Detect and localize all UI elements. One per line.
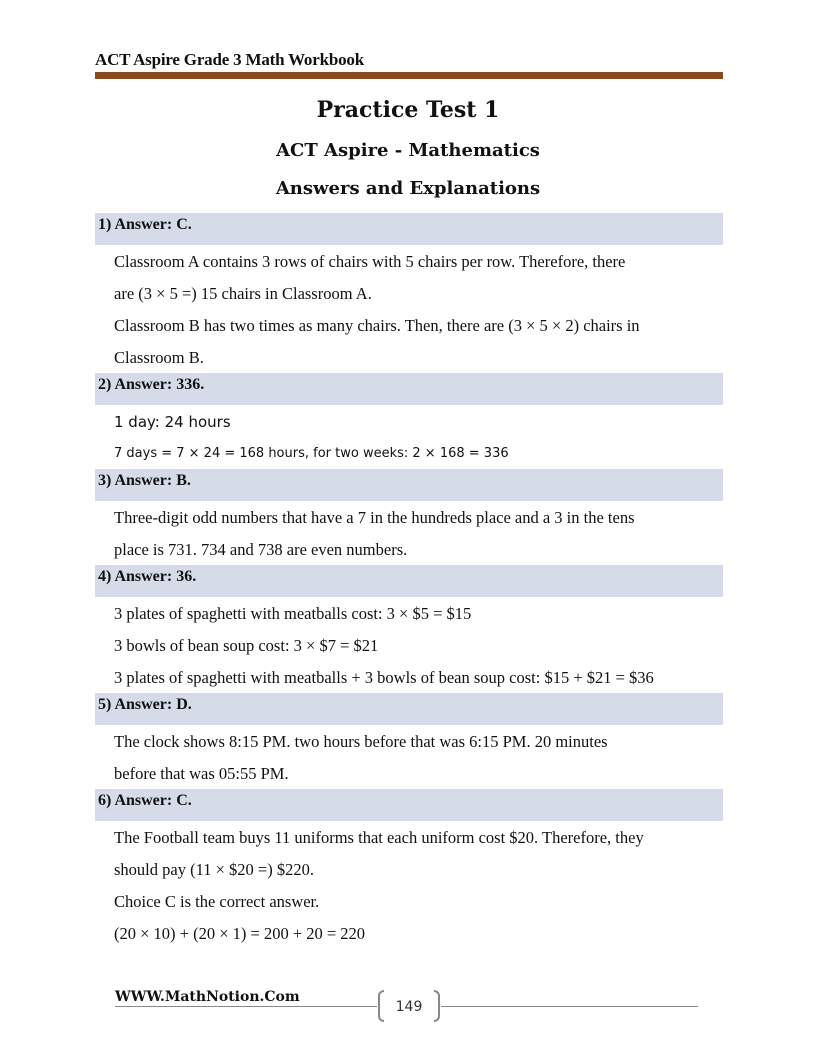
explanation-line: Classroom B has two times as many chairs. Then, there are (3 × 5 × 2) chairs in (114, 316, 640, 335)
explanation-line: Choice C is the correct answer. (114, 892, 320, 911)
explanation-line: 3 plates of spaghetti with meatballs cost: 3 × $5 = $15 (114, 604, 472, 623)
answer-heading: 2) Answer: 336. (95, 373, 723, 405)
explanation-line: should pay (11 × $20 =) $220. (114, 860, 314, 879)
explanation-line: (20 × 10) + (20 × 1) = 200 + 20 = 220 (114, 924, 366, 943)
footer-rule-left (115, 1006, 377, 1007)
explanation-line: before that was 05:55 PM. (114, 764, 289, 783)
page-number: 149 (395, 999, 423, 1015)
explanation-line: Classroom B. (114, 348, 204, 367)
answer-heading: 1) Answer: C. (95, 213, 723, 245)
explanation-line: Three-digit odd numbers that have a 7 in the hundreds place and a 3 in the tens (114, 508, 635, 527)
explanation-line: The clock shows 8:15 PM. two hours before that was 6:15 PM. 20 minutes (114, 732, 608, 751)
workbook-title: ACT Aspire Grade 3 Math Workbook (95, 50, 364, 69)
explanation-line: 3 plates of spaghetti with meatballs + 3 bowls of bean soup cost: $15 + $21 = $36 (114, 668, 654, 687)
explanation-line: 1 day: 24 hours (114, 413, 231, 431)
page-title: Practice Test 1 (316, 97, 500, 123)
answers-list (95, 213, 723, 949)
answer-heading: 6) Answer: C. (95, 789, 723, 821)
explanation-line: The Football team buys 11 uniforms that each uniform cost $20. Therefore, they (114, 828, 644, 847)
subtitle-mathematics: ACT Aspire - Mathematics (276, 140, 540, 161)
answer-heading: 5) Answer: D. (95, 693, 723, 725)
subtitle-answers: Answers and Explanations (275, 178, 541, 199)
explanation-line: are (3 × 5 =) 15 chairs in Classroom A. (114, 284, 372, 303)
explanation-line: 3 bowls of bean soup cost: 3 × $7 = $21 (114, 636, 379, 655)
footer-website: WWW.MathNotion.Com (115, 989, 300, 1005)
explanation-line: 7 days = 7 × 24 = 168 hours, for two weeks: 2 × 168 = 336 (114, 446, 509, 461)
answer-heading: 4) Answer: 36. (95, 565, 723, 597)
answer-heading: 3) Answer: B. (95, 469, 723, 501)
header-rule (95, 72, 723, 79)
explanation-line: place is 731. 734 and 738 are even numbers. (114, 540, 408, 559)
footer-rule-right (441, 1006, 698, 1007)
explanation-line: Classroom A contains 3 rows of chairs with 5 chairs per row. Therefore, there (114, 252, 626, 271)
